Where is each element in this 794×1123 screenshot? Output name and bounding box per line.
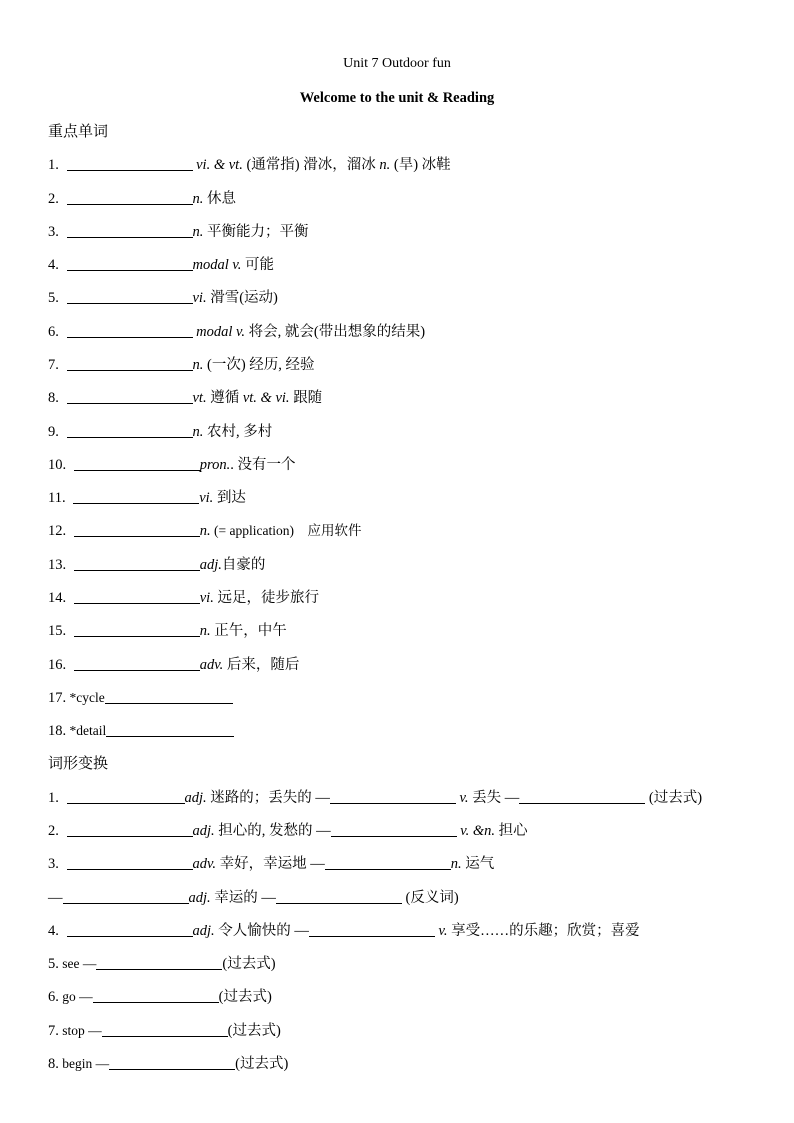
meaning: 担心的, 发愁的 — xyxy=(214,823,331,839)
answer-blank[interactable] xyxy=(67,789,185,804)
meaning: 幸运的 — xyxy=(210,890,276,906)
meaning: 农村, 多村 xyxy=(203,424,273,440)
part-of-speech: adj. xyxy=(199,557,222,573)
answer-blank[interactable] xyxy=(73,489,199,504)
meaning: 正午，中午 xyxy=(210,623,287,639)
part-of-speech: adv. xyxy=(199,657,224,673)
part-of-speech: modal v. xyxy=(192,324,245,340)
meaning: (旱) 冰鞋 xyxy=(390,157,451,173)
item-number: 7. xyxy=(48,357,59,373)
answer-blank[interactable] xyxy=(96,955,222,970)
meaning: 丢失 — xyxy=(468,790,520,806)
answer-blank[interactable] xyxy=(67,256,193,271)
part-of-speech: n. xyxy=(379,157,391,173)
item-number: 5. xyxy=(48,290,59,306)
base-verb: go — xyxy=(58,989,93,1004)
meaning: 运气 xyxy=(461,856,495,872)
part-of-speech: adj. xyxy=(192,923,215,939)
part-of-speech: n. xyxy=(199,523,211,539)
part-of-speech: modal v. xyxy=(192,257,242,273)
meaning: 滑雪(运动) xyxy=(206,290,278,306)
answer-blank[interactable] xyxy=(67,389,193,404)
answer-blank[interactable] xyxy=(67,922,193,937)
form-note: (过去式) xyxy=(218,989,272,1005)
vocab-item-11 xyxy=(48,489,246,507)
part-of-speech: v. &n. xyxy=(456,823,496,839)
part-of-speech: n. xyxy=(192,191,204,207)
answer-blank[interactable] xyxy=(330,789,456,804)
meaning: 幸好，幸运地 — xyxy=(216,856,325,872)
meaning: 自豪的 xyxy=(221,557,266,573)
part-of-speech: vt. & vi. xyxy=(242,390,290,406)
dash: — xyxy=(48,890,63,906)
item-number: 10. xyxy=(48,457,67,473)
answer-blank[interactable] xyxy=(67,423,193,438)
meaning: 平衡能力；平衡 xyxy=(203,224,309,240)
answer-blank[interactable] xyxy=(102,1022,228,1037)
answer-blank[interactable] xyxy=(67,289,193,304)
part-of-speech: v. xyxy=(455,790,469,806)
item-number: 4. xyxy=(48,923,59,939)
vocab-item-3 xyxy=(48,223,309,241)
form-note: (反义词) xyxy=(401,890,459,906)
form-note: (过去式) xyxy=(235,1056,289,1072)
item-number: 18. xyxy=(48,723,67,739)
vocab-item-12 xyxy=(48,522,361,540)
vocab-word: *cycle xyxy=(66,690,105,705)
answer-blank[interactable] xyxy=(331,822,457,837)
item-number: 8. xyxy=(48,390,59,406)
item-number: 2. xyxy=(48,191,59,207)
part-of-speech: v. xyxy=(434,923,448,939)
form-note: (过去式) xyxy=(227,1023,281,1039)
vocab-item-9 xyxy=(48,423,272,441)
part-of-speech: vi. & vt. xyxy=(192,157,243,173)
part-of-speech: n. xyxy=(192,357,204,373)
meaning: 跟随 xyxy=(289,390,323,406)
answer-blank[interactable] xyxy=(67,223,193,238)
answer-blank[interactable] xyxy=(74,556,200,571)
answer-blank[interactable] xyxy=(106,722,234,737)
item-number: 1. xyxy=(48,157,59,173)
item-number: 15. xyxy=(48,623,67,639)
vocab-item-10 xyxy=(48,456,295,474)
answer-blank[interactable] xyxy=(67,822,193,837)
unit-title: Unit 7 Outdoor fun xyxy=(343,56,451,71)
meaning: 到达 xyxy=(213,490,246,506)
meaning: 享受……的乐趣；欣赏；喜爱 xyxy=(447,923,640,939)
item-number: 8. xyxy=(48,1056,59,1072)
form-item-1 xyxy=(48,789,702,807)
part-of-speech: adj. xyxy=(188,890,211,906)
answer-blank[interactable] xyxy=(109,1055,235,1070)
answer-blank[interactable] xyxy=(276,889,402,904)
answer-blank[interactable] xyxy=(74,589,200,604)
item-number: 1. xyxy=(48,790,59,806)
form-item-7 xyxy=(48,1022,281,1040)
meaning: 可能 xyxy=(241,257,274,273)
answer-blank[interactable] xyxy=(67,323,193,338)
item-number: 14. xyxy=(48,590,67,606)
item-number: 12. xyxy=(48,523,67,539)
part-of-speech: vi. xyxy=(192,290,207,306)
item-number: 6. xyxy=(48,324,59,340)
part-of-speech: vt. xyxy=(192,390,207,406)
answer-blank[interactable] xyxy=(309,922,435,937)
item-number: 3. xyxy=(48,856,59,872)
word-forms-heading: 词形变换 xyxy=(48,756,109,772)
vocab-word: *detail xyxy=(66,723,107,738)
item-number: 5. xyxy=(48,956,59,972)
item-number: 7. xyxy=(48,1023,59,1039)
key-words-heading: 重点单词 xyxy=(48,124,109,140)
answer-blank[interactable] xyxy=(74,656,200,671)
item-number: 3. xyxy=(48,224,59,240)
item-number: 16. xyxy=(48,657,67,673)
vocab-item-16 xyxy=(48,656,299,674)
form-note: (过去式) xyxy=(645,790,703,806)
item-number: 17. xyxy=(48,690,67,706)
meaning: 休息 xyxy=(203,191,236,207)
answer-blank[interactable] xyxy=(105,689,233,704)
form-note: (过去式) xyxy=(222,956,276,972)
item-number: 6. xyxy=(48,989,59,1005)
answer-blank[interactable] xyxy=(93,988,219,1003)
meaning: 遵循 xyxy=(206,390,243,406)
vocab-item-18 xyxy=(48,722,234,740)
section-title: Welcome to the unit & Reading xyxy=(299,90,495,106)
answer-blank[interactable] xyxy=(67,156,193,171)
part-of-speech: pron. xyxy=(199,457,231,473)
part-of-speech: vi. xyxy=(199,590,214,606)
answer-blank[interactable] xyxy=(74,456,200,471)
form-item-3-continued xyxy=(48,889,459,907)
answer-blank[interactable] xyxy=(67,190,193,205)
item-number: 2. xyxy=(48,823,59,839)
item-number: 9. xyxy=(48,424,59,440)
item-number: 4. xyxy=(48,257,59,273)
meaning: 令人愉快的 — xyxy=(214,923,309,939)
vocab-item-15 xyxy=(48,622,287,640)
meaning: (通常指) 滑冰，溜冰 xyxy=(242,157,380,173)
base-verb: see — xyxy=(58,956,97,971)
vocab-item-2 xyxy=(48,190,236,208)
meaning: . 没有一个 xyxy=(230,457,296,473)
meaning: 远足，徒步旅行 xyxy=(213,590,319,606)
part-of-speech: adj. xyxy=(192,823,215,839)
meaning: (一次) 经历, 经验 xyxy=(203,357,315,373)
answer-blank[interactable] xyxy=(63,889,189,904)
part-of-speech: n. xyxy=(450,856,462,872)
part-of-speech: vi. xyxy=(199,490,214,506)
form-item-2 xyxy=(48,822,528,840)
vocab-item-1 xyxy=(48,156,451,174)
answer-blank[interactable] xyxy=(67,855,193,870)
form-item-5 xyxy=(48,955,276,973)
vocab-item-7 xyxy=(48,356,315,374)
vocab-item-8 xyxy=(48,389,322,407)
meaning: 迷路的；丢失的 — xyxy=(206,790,330,806)
meaning: 将会, 就会(带出想象的结果) xyxy=(245,324,426,340)
answer-blank[interactable] xyxy=(325,855,451,870)
vocab-item-17 xyxy=(48,689,233,707)
part-of-speech: n. xyxy=(192,224,204,240)
vocab-item-4 xyxy=(48,256,274,274)
vocab-item-13 xyxy=(48,556,265,574)
form-item-6 xyxy=(48,988,272,1006)
part-of-speech: adj. xyxy=(184,790,207,806)
meaning: (= application) 应用软件 xyxy=(210,523,362,538)
form-item-8 xyxy=(48,1055,288,1073)
item-number: 11. xyxy=(48,490,66,506)
vocab-item-14 xyxy=(48,589,319,607)
meaning: 担心 xyxy=(495,823,528,839)
part-of-speech: n. xyxy=(192,424,204,440)
answer-blank[interactable] xyxy=(519,789,645,804)
base-verb: begin — xyxy=(58,1056,110,1071)
meaning: 后来，随后 xyxy=(223,657,300,673)
form-item-4 xyxy=(48,922,640,940)
answer-blank[interactable] xyxy=(74,622,200,637)
vocab-item-6 xyxy=(48,323,425,341)
answer-blank[interactable] xyxy=(74,522,200,537)
answer-blank[interactable] xyxy=(67,356,193,371)
base-verb: stop — xyxy=(58,1023,102,1038)
vocab-item-5 xyxy=(48,289,278,307)
form-item-3 xyxy=(48,855,494,873)
item-number: 13. xyxy=(48,557,67,573)
part-of-speech: adv. xyxy=(192,856,216,872)
part-of-speech: n. xyxy=(199,623,211,639)
